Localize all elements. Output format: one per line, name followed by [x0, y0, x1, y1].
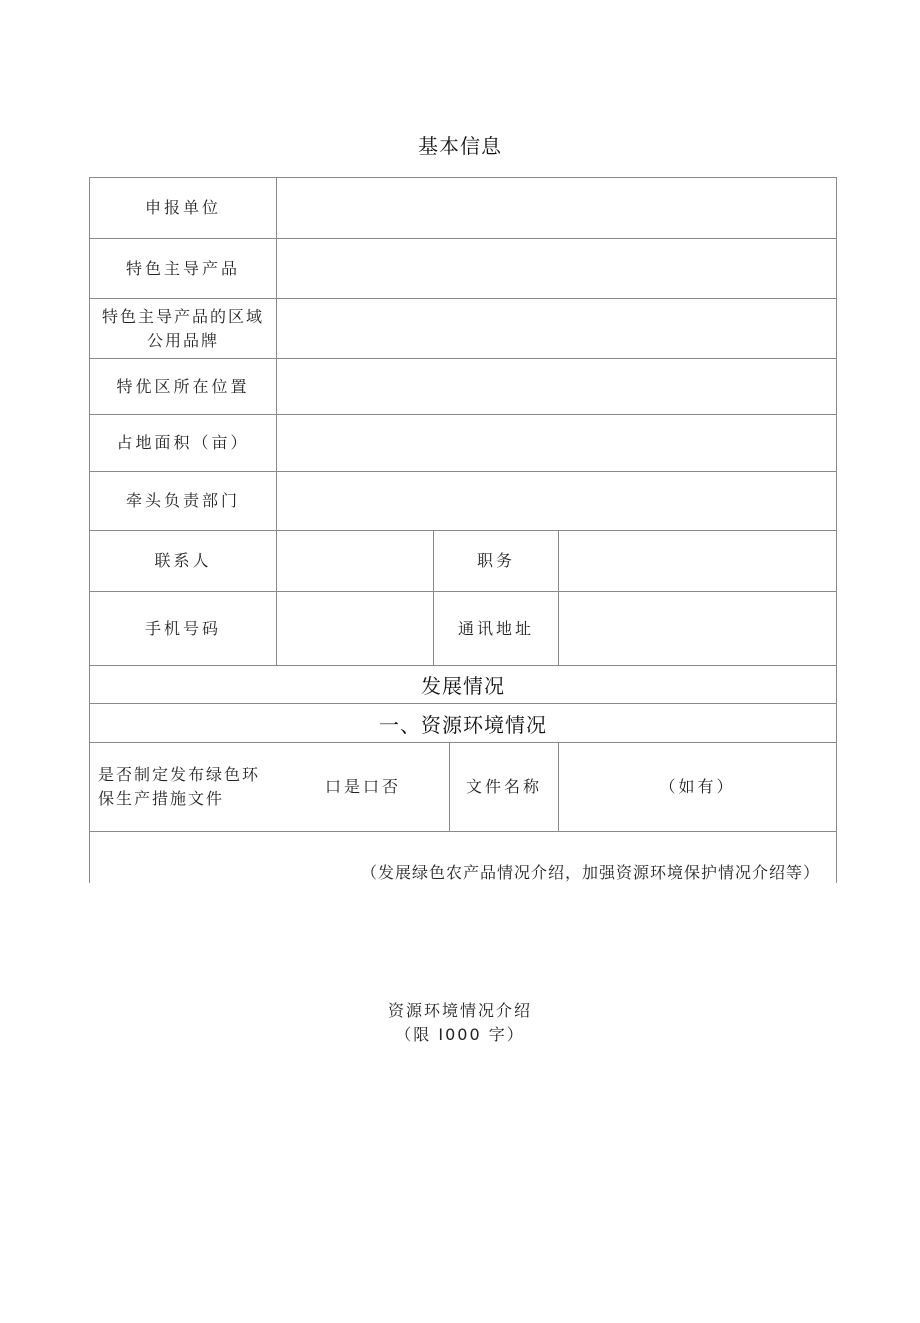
- field-address[interactable]: [559, 592, 836, 665]
- label-phone: 手机号码: [144, 618, 221, 638]
- label-lead-department: 牵头负责部门: [125, 491, 240, 510]
- intro-word-limit: （限 I000 字）: [395, 1025, 525, 1044]
- label-main-product: 特色主导产品: [125, 258, 240, 278]
- yes-no-options[interactable]: 口是口否: [324, 777, 401, 796]
- field-lead-department[interactable]: [290, 472, 836, 530]
- intro-hint: （发展绿色农产品情况介绍，加强资源环境保护情况介绍等）: [360, 863, 820, 882]
- section-heading-development: 发展情况: [421, 674, 505, 698]
- field-main-product[interactable]: [290, 239, 836, 298]
- field-applicant-unit[interactable]: [290, 178, 836, 238]
- file-name-hint[interactable]: （如有）: [659, 777, 736, 796]
- intro-title: 资源环境情况介绍: [387, 1001, 532, 1020]
- label-applicant-unit: 申报单位: [144, 198, 221, 217]
- label-land-area: 占地面积（亩）: [116, 433, 250, 452]
- field-contact-person[interactable]: [277, 531, 433, 591]
- label-green-policy-question: 是否制定发布绿色环保生产措施文件: [98, 765, 261, 808]
- label-file-name: 文件名称: [465, 777, 542, 796]
- field-zone-location[interactable]: [290, 359, 836, 414]
- field-regional-brand[interactable]: [290, 299, 836, 358]
- label-zone-location: 特优区所在位置: [116, 376, 250, 396]
- label-address: 通讯地址: [457, 618, 534, 638]
- section-heading-resource-environment: 一、资源环境情况: [379, 712, 547, 737]
- field-land-area[interactable]: [290, 415, 836, 471]
- field-position[interactable]: [559, 531, 836, 591]
- label-contact-person: 联系人: [154, 551, 212, 570]
- page-title: 基本信息: [418, 134, 502, 158]
- field-phone[interactable]: [277, 592, 433, 665]
- label-regional-brand: 特色主导产品的区域公用品牌: [101, 306, 264, 350]
- label-position: 职务: [476, 551, 515, 570]
